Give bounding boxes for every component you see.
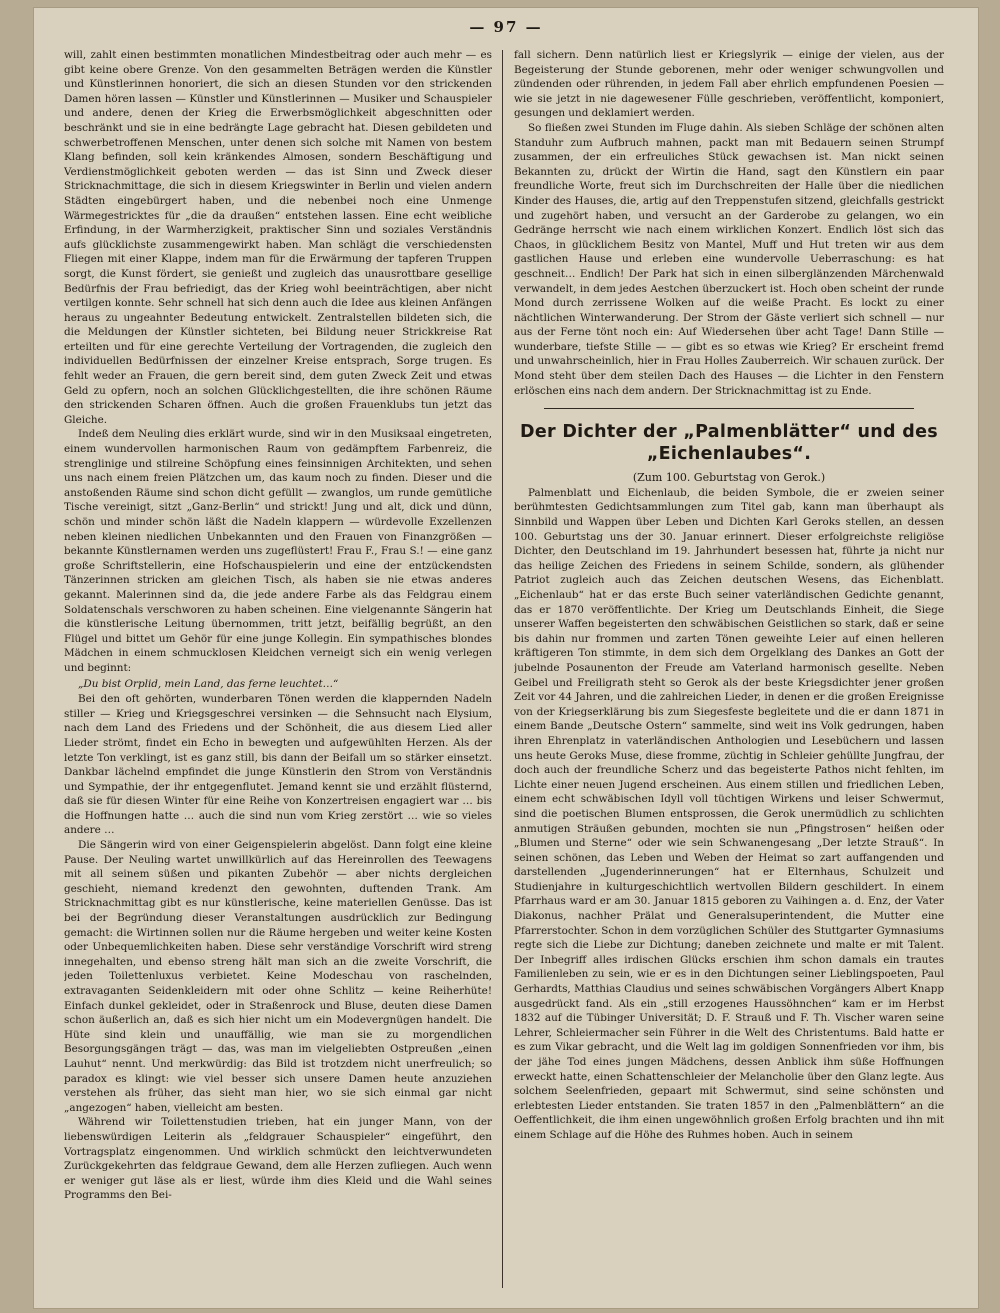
- article-headline: Der Dichter der „Palmenblätter“ und des „Eichenlaubes“.: [520, 422, 938, 465]
- column-divider: [502, 50, 503, 1288]
- left-column: [64, 48, 492, 1303]
- left-paragraph-5: Während wir Toilettenstudien trieben, hat ein junger Mann, von der liebenswürdigen Leiterin als „feldgrauer Schauspieler“ eingeführt, den Vortragsplatz eingenommen. Und wirklich schmückt den leichtverwundeten Zurückgekehrten das feldgraue Gewand, dem alle Herzen zufliegen. Auch wenn er weniger gut läse als er liest, würde ihm dies Kleid und die Wahl seines Programms den Bei-: [64, 1116, 492, 1202]
- page-number: — 97 —: [469, 18, 543, 36]
- article-subhead: (Zum 100. Geburtstag von Gerok.): [632, 471, 826, 485]
- right-paragraph-1: fall sichern. Denn natürlich liest er Kriegslyrik — einige der vielen, aus der Begeisterung der Stunde geborenen, mehr oder weniger schwungvollen und zündenden oder rührenden, in jedem Fall aber ehrlich empfundenen Poesien — wie sie jetzt in nie dagewesener Fülle geschrieben, veröffentlicht, komponiert, gesungen und deklamiert werden.: [514, 49, 944, 120]
- right-column: [514, 48, 944, 1303]
- left-paragraph-4: Die Sängerin wird von einer Geigenspielerin abgelöst. Dann folgt eine kleine Pause. Der Neuling wartet unwillkürlich auf das Hereinrollen des Teewagens mit all seinem süßen und pikanten Zubehör — aber nichts dergleichen geschieht, niemand kredenzt den gewohnten, duftenden Trank. Am Stricknachmittag gibt es nur künstlerische, keine materiellen Genüsse. Das ist bei der Begründung dieser Veranstaltungen ausdrücklich zur Bedingung gemacht: die Wirtinnen sollen nur die Räume hergeben und weiter keine Kosten oder Unbequemlichkeiten haben. Diese sehr verständige Vorschrift wird streng innegehalten, und ebenso streng hält man sich an die zweite Vorschrift, die jeden Toilettenluxus verbietet. Keine Modeschau von raschelnden, extravaganten Seidenkleidern mit oder ohne Schlitz — keine Reiherhüte! Einfach dunkel gekleidet, oder in Straßenrock und Bluse, deuten diese Damen schon äußerlich an, daß es sich hier nicht um ein Modevergnügen handelt. Die Hüte sind klein und unauffällig, wie man sie zu morgendlichen Besorgungsgängen trägt — das, was man im vielgeliebten Ostpreußen „einen Lauhut“ nennt. Und merkwürdig: das Bild ist trotzdem nicht unerfreulich; so paradox es klingt: wie viel besser sich unsere Damen heute anzuziehen verstehen als früher, das sieht man hier, wo sie sich einmal gar nicht „angezogen“ haben, vielleicht am besten.: [64, 839, 492, 1114]
- article-separator: [544, 408, 914, 409]
- article-paragraph-1: Palmenblatt und Eichenlaub, die beiden Symbole, die er zweien seiner berühmtesten Gedichtsammlungen zum Titel gab, kann man überhaupt als Sinnbild und Wappen über Leben und Dichten Karl Geroks stellen, an dessen 100. Geburtstag uns der 30. Januar erinnert. Dieser erfolgreichste religiöse Dichter, den Deutschland im 19. Jahrhundert besessen hat, führte ja nicht nur das heilige Zeichen des Friedens in seinem Schilde, sondern, als glühender Patriot zugleich auch das Zeichen deutschen Wesens, das Eichenblatt. „Eichenlaub“ hat er das erste Buch seiner vaterländischen Gedichte genannt, das er 1870 veröffentlichte. Der Krieg um Deutschlands Einheit, die Siege unserer Waffen begeisterten den schwäbischen Geistlichen so stark, daß er seine bis dahin nur frommen und zarten Tönen geweihte Leier auf einen helleren kräftigeren Ton stimmte, in dem sich dem Orgelklang des Dankes an Gott der jubelnde Posaunenton der Freude am Vaterland harmonisch gesellte. Neben Geibel und Freiligrath steht so Gerok als der beste Kriegsdichter jener großen Zeit vor 44 Jahren, und die zahlreichen Lieder, in denen er die großen Ereignisse von der Kriegserklärung bis zum Siegesfeste begleitete und die er dann 1871 in einem Bande „Deutsche Ostern“ sammelte, sind weit ins Volk gedrungen, haben ihren Ehrenplatz in vaterländischen Anthologien und Lesebüchern und lassen uns heute Geroks Muse, diese fromme, züchtig in Schleier gehüllte Jungfrau, der doch auch der freundliche Scherz und das begeisterte Pathos nicht fehlten, im Lichte einer neuen Jugend erscheinen. Aus einem stillen und friedlichen Leben, einem echt schwäbischen Idyll voll tüchtigen Wirkens und leiser Schwermut, sind die poetischen Blumen entsprossen, die Gerok unermüdlich zu schlichten anmutigen Sträußen gebunden, mochten sie nun „Pfingstrosen“ heißen oder „Blumen und Sterne“ oder wie sein Schwanengesang „Der letzte Strauß“. In seinen schönen, das Leben und Weben der Heimat so zart auffangenden und darstellenden „Jugenderinnerungen“ hat er Elternhaus, Schulzeit und Studienjahre in kulturgeschichtlich wertvollen Bildern geschildert. In einem Pfarrhaus ward er am 30. Januar 1815 geboren zu Vaihingen a. d. Enz, der Vater Diakonus, nachher Prälat und Generalsuperintendent, die Mutter eine Pfarrerstochter. Schon in dem vorzüglichen Schüler des Stuttgarter Gymnasiums regte sich die Liebe zur Dichtung; daneben zeichnete und malte er mit Talent. Der Inbegriff alles irdischen Glücks erschien ihm schon damals ein trautes Familienleben zu sein, wie er es in den Dichtungen seiner Lieblingspoeten, Paul Gerhardts, Matthias Claudius und seines schwäbischen Vorgängers Albert Knapp ausgedrückt fand. Als ein „still erzogenes Haussöhnchen“ kam er im Herbst 1832 auf die Tübinger Universität; D. F. Strauß und F. Th. Vischer waren seine Lehrer, Schleiermacher sein Führer in die Welt des Christentums. Bald hatte er es zum Vikar gebracht, und die Welt lag im goldigen Sonnenfrieden vor ihm, bis der jähe Tod eines jungen Mädchens, dessen Anblick ihm süße Hoffnungen erweckt hatte, einen Schattenschleier der Melancholie über den Glanz legte. Aus solchem Seelenfrieden, gepaart mit Schwermut, sind seine schönsten und erlebtesten Lieder entstanden. Sie traten 1857 in den „Palmenblättern“ an die Oeffentlichkeit, die ihm einen ungewöhnlich großen Erfolg brachten und ihn mit einem Schlage auf die Höhe des Ruhmes hoben. Auch in seinem: [514, 486, 944, 1141]
- left-paragraph-1: will, zahlt einen bestimmten monatlichen Mindestbeitrag oder auch mehr — es gibt keine obere Grenze. Von den gesammelten Beträgen werden die Künstler und Künstlerinnen honoriert, die sich an diesen Stunden vor den strickenden Damen hören lassen — Künstler und Künstlerinnen — Musiker und Schauspieler und andere, denen der Krieg die Erwerbsmöglichkeit abgeschnitten oder beschränkt und sie in eine bedrängte Lage gebracht hat. Diesen gebildeten und schwerbetroffenen Menschen, unter denen sich solche mit Namen von bestem Klang befinden, soll kein kränkendes Almosen, sondern Beschäftigung und Verdienstmöglichkeit geboten werden — das ist Sinn und Zweck dieser Stricknachmittage, die sich in diesem Kriegswinter in Berlin und vielen andern Städten eingebürgert haben, und die nebenbei noch eine Unmenge Wärmegestricktes für „die da draußen“ entstehen lassen. Eine echt weibliche Erfindung, in der Warmherzigkeit, praktischer Sinn und soziales Verständnis aufs glücklichste zusammengewirkt haben. Man schlägt die verschiedensten Fliegen mit einer Klappe, indem man für die Erwärmung der tapferen Truppen sorgt, die Kunst fördert, sie genießt und zugleich das unausrottbare gesellige Bedürfnis der Frau befriedigt, das der Krieg wohl beeinträchtigen, aber nicht vertilgen konnte. Sehr schnell hat sich denn auch die Idee aus kleinen Anfängen heraus zu ungeahnter Bedeutung entwickelt. Zentralstellen bildeten sich, die die Meldungen der Künstler sichteten, bei Bildung neuer Strickkreise Rat erteilten und für eine gerechte Verteilung der Vortragenden, die zugleich den individuellen Bedürfnissen der einzelner Kreise entsprach, Sorge trugen. Es fehlt weder an Frauen, die gern bereit sind, dem guten Zweck Zeit und etwas Geld zu opfern, noch an solchen Glücklichgestellten, die ihre schönen Räume den strickenden Scharen öffnen. Auch die großen Frauenklubs tun jetzt das Gleiche.: [64, 49, 492, 426]
- left-paragraph-3: Bei den oft gehörten, wunderbaren Tönen werden die klappernden Nadeln stiller — Krieg und Kriegsgeschrei versinken — die Sehnsucht nach Elysium, nach dem Land des Friedens und der Schönheit, die aus diesem Lied aller Lieder strömt, findet ein Echo in bewegten und aufgewühlten Herzen. Als der letzte Ton verklingt, ist es ganz still, bis dann der Beifall um so stärker einsetzt. Dankbar lächelnd empfindet die junge Künstlerin den Strom von Verständnis und Sympathie, der ihr entgegenflutet. Jemand kennt sie und erzählt flüsternd, daß sie für diesen Winter für eine Reihe von Konzertreisen engagiert war … bis die Hoffnungen hatte … auch die sind nun vom Krieg zerstört … wie so vieles andere …: [64, 693, 492, 837]
- poem-quote: „Du bist Orplid, mein Land, das ferne leuchtet…“: [78, 677, 339, 690]
- newspaper-page: [34, 8, 978, 1308]
- left-paragraph-2: Indeß dem Neuling dies erklärt wurde, sind wir in den Musiksaal eingetreten, einem wundervollen harmonischen Raum von gedämpftem Farbenreiz, die strenglinige und stilreine Schöpfung eines feinsinnigen Architekten, und sehen uns nach einem freien Plätzchen um, das kaum noch zu finden. Dieser und die anstoßenden Räume sind schon dicht gefüllt — zwanglos, um runde gemütliche Tische vereinigt, sitzt „Ganz-Berlin“ und strickt! Jung und alt, dick und dünn, schön und minder schön läßt die Nadeln klappern — würdevolle Exzellenzen neben kleinen niedlichen Unbekannten und den Frauen von Finanzgrößen — bekannte Künstlernamen werden uns zugeflüstert! Frau F., Frau S.! — eine ganz große Schriftstellerin, eine Hofschauspielerin und eine der entzückendsten Tänzerinnen stricken am gleichen Tisch, als haben sie nie etwas anderes gekannt. Malerinnen sind da, die jede andere Farbe als das Feldgrau einem Soldatenschals verschworen zu haben scheinen. Eine vielgenannte Sängerin hat die künstlerische Leitung übernommen, tritt jetzt, beifällig begrüßt, an den Flügel und bittet um Gehör für eine junge Kollegin. Ein sympathisches blondes Mädchen in einem schmucklosen Kleidchen verneigt sich ein wenig verlegen und beginnt:: [64, 428, 492, 674]
- right-paragraph-2: So fließen zwei Stunden im Fluge dahin. Als sieben Schläge der schönen alten Standuhr zum Aufbruch mahnen, packt man mit Bedauern seinen Strumpf zusammen, der ein erfreuliches Stück gewachsen ist. Man nickt seinen Bekannten zu, drückt der Wirtin die Hand, sagt den Künstlern ein paar freundliche Worte, freut sich im Durchschreiten der Halle über die niedlichen Kinder des Hauses, die, artig auf den Treppenstufen sitzend, gleichfalls gestrickt und zugehört haben, und versucht an der Garderobe zu gelangen, wo ein Gedränge herrscht wie nach einem wirklichen Konzert. Endlich löst sich das Chaos, in glücklichem Besitz von Mantel, Muff und Hut treten wir aus dem gastlichen Hause und erleben eine wundervolle Ueberraschung: es hat geschneit… Endlich! Der Park hat sich in einen silberglänzenden Märchenwald verwandelt, in dem jedes Aestchen überzuckert ist. Hoch oben scheint der runde Mond durch zerrissene Wolken auf die weiße Pracht. Es lockt zu einer nächtlichen Winterwanderung. Der Strom der Gäste verliert sich schnell — nur aus der Ferne tönt noch ein: Auf Wiedersehen über acht Tage! Dann Stille — wunderbare, tiefste Stille — — gibt es so etwas wie Krieg? Er erscheint fremd und unwahrscheinlich, hier in Frau Holles Zauberreich. Wir schauen zurück. Der Mond steht über dem steilen Dach des Hauses — die Lichter in den Fenstern erlöschen eins nach dem andern. Der Stricknachmittag ist zu Ende.: [514, 121, 944, 397]
